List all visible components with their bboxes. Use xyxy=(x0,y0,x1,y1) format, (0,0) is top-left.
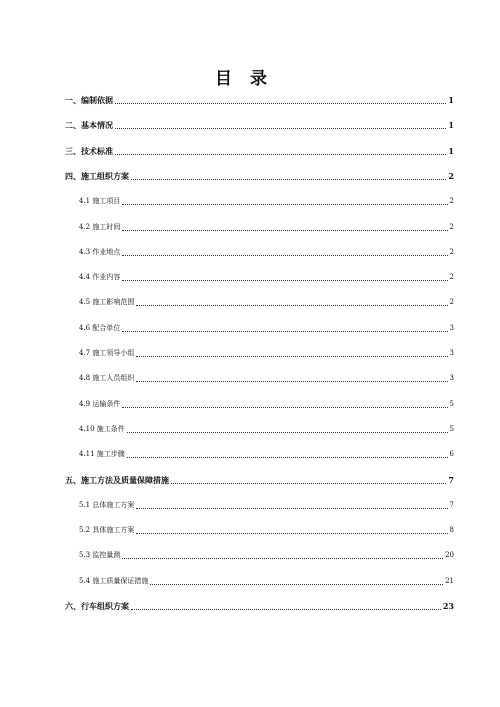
toc-entry-label: 5.3 监控量测 xyxy=(79,551,121,560)
toc-dot-leader xyxy=(127,457,448,458)
toc-title: 目录 xyxy=(215,69,285,89)
toc-entry-page-number: 3 xyxy=(449,323,454,332)
toc-dot-leader xyxy=(122,331,447,332)
toc-entry[interactable] xyxy=(79,195,454,207)
toc-entry[interactable] xyxy=(65,474,454,486)
toc-entry-page-number: 5 xyxy=(449,424,454,433)
toc-entry-page-number: 7 xyxy=(448,474,454,485)
toc-dot-leader xyxy=(115,154,446,155)
toc-dot-leader xyxy=(122,255,447,256)
toc-entry-page-number: 2 xyxy=(449,247,454,256)
toc-entry-page-number: 20 xyxy=(445,551,454,560)
toc-entry-label: 5.4 施工质量保证措施 xyxy=(79,576,149,585)
toc-entry-label: 4.4 作业内容 xyxy=(79,273,121,282)
toc-entry-label: 二、基本情况 xyxy=(65,120,113,131)
toc-dot-leader xyxy=(136,508,447,509)
toc-entry-page-number: 8 xyxy=(449,526,454,535)
toc-entry-label: 四、施工组织方案 xyxy=(65,170,129,181)
toc-entry-label: 4.3 作业地点 xyxy=(79,247,121,256)
toc-entry-label: 4.9 运输条件 xyxy=(79,399,121,408)
toc-entry-label: 4.2 施工时间 xyxy=(79,222,121,231)
toc-entry-page-number: 2 xyxy=(449,222,454,231)
toc-entry[interactable] xyxy=(79,221,454,233)
toc-entry[interactable] xyxy=(79,448,454,460)
toc-entry-label: 六、行车组织方案 xyxy=(65,601,129,611)
toc-entry-label: 三、技术标准 xyxy=(65,145,113,156)
toc-entry-page-number: 5 xyxy=(449,399,454,408)
toc-entry[interactable] xyxy=(65,600,454,612)
toc-entry-page-number: 6 xyxy=(449,450,454,459)
toc-entry[interactable] xyxy=(65,119,454,131)
toc-dot-leader xyxy=(131,179,446,180)
toc-entry-page-number: 3 xyxy=(449,374,454,383)
toc-entry-page-number: 3 xyxy=(449,349,454,357)
toc-dot-leader xyxy=(127,432,448,433)
toc-entry-page-number: 1 xyxy=(448,120,454,131)
toc-entry[interactable] xyxy=(65,145,454,157)
toc-dot-leader xyxy=(131,609,441,610)
toc-dot-leader xyxy=(122,558,443,559)
toc-entry[interactable] xyxy=(79,296,454,308)
toc-dot-leader xyxy=(122,280,447,281)
toc-entry[interactable] xyxy=(65,170,454,182)
toc-entry-label: 4.8 施工人员组织 xyxy=(79,374,135,383)
toc-dot-leader xyxy=(150,584,443,585)
toc-dot-leader xyxy=(115,128,446,129)
toc-entry-label: 4.7 施工领导小组 xyxy=(79,349,135,357)
toc-entry-page-number: 7 xyxy=(449,500,454,509)
toc-entry-page-number: 2 xyxy=(449,298,454,307)
toc-entry[interactable] xyxy=(79,347,454,359)
toc-entry-label: 一、编制依据 xyxy=(65,95,113,105)
toc-entry[interactable] xyxy=(79,549,454,561)
toc-entry-label: 4.1 施工项目 xyxy=(79,197,121,206)
toc-entry[interactable] xyxy=(79,398,454,410)
toc-dot-leader xyxy=(136,356,447,357)
toc-entry[interactable] xyxy=(79,271,454,283)
toc-dot-leader xyxy=(122,407,447,408)
toc-entry[interactable] xyxy=(79,524,454,536)
toc-dot-leader xyxy=(122,230,447,231)
toc-dot-leader xyxy=(136,305,447,306)
toc-entry-label: 4.11 施工步骤 xyxy=(79,450,125,459)
toc-entry-label: 五、施工方法及质量保障措施 xyxy=(65,474,169,485)
toc-dot-leader xyxy=(136,381,447,382)
toc-entry-page-number: 1 xyxy=(448,145,454,156)
toc-dot-leader xyxy=(115,103,446,104)
toc-entry[interactable] xyxy=(79,423,454,435)
toc-entry-page-number: 2 xyxy=(449,197,454,206)
toc-entry-page-number: 21 xyxy=(445,576,454,585)
toc-entry-label: 5.2 具体施工方案 xyxy=(79,526,135,535)
toc-dot-leader xyxy=(171,483,446,484)
toc-entry-page-number: 2 xyxy=(448,170,454,181)
toc-entry-label: 4.5 施工影响范围 xyxy=(79,298,135,307)
toc-dot-leader xyxy=(122,204,447,205)
toc-entry-page-number: 2 xyxy=(449,273,454,282)
toc-entry[interactable] xyxy=(79,575,454,587)
toc-entry[interactable] xyxy=(65,94,454,106)
toc-entry-label: 4.6 配合单位 xyxy=(79,323,121,332)
toc-entry-label: 4.10 施工条件 xyxy=(79,424,125,433)
toc-entry-page-number: 1 xyxy=(448,95,454,105)
toc-entry[interactable] xyxy=(79,322,454,334)
toc-entry-label: 5.1 总体施工方案 xyxy=(79,500,135,509)
toc-entry[interactable] xyxy=(79,372,454,384)
toc-entry-page-number: 23 xyxy=(442,601,454,611)
toc-entry[interactable] xyxy=(79,499,454,511)
toc-entry[interactable] xyxy=(79,246,454,258)
toc-dot-leader xyxy=(136,533,447,534)
